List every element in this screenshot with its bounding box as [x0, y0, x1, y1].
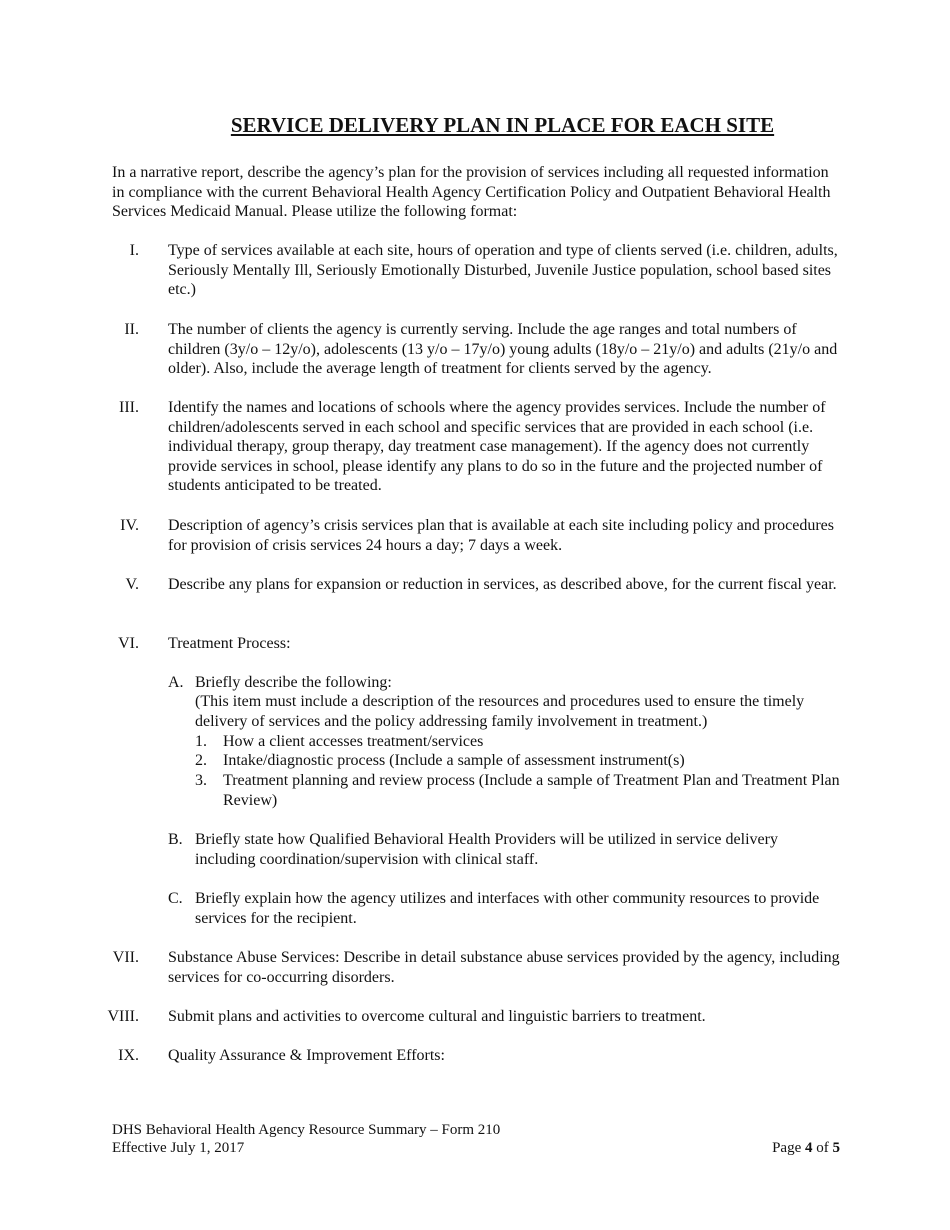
- numbered-item-number: 2.: [195, 752, 207, 769]
- item-number: VIII.: [107, 1008, 139, 1025]
- page-prefix: Page: [772, 1140, 805, 1156]
- page-current: 4: [805, 1140, 813, 1156]
- numbered-item-number: 1.: [195, 733, 207, 750]
- footer-effective-date: Effective July 1, 2017: [112, 1140, 245, 1156]
- numbered-item-text: Intake/diagnostic process (Include a sample of assessment instrument(s): [223, 752, 685, 769]
- item-text: The number of clients the agency is currently serving. Include the age ranges and total numbers of children (3y/o – 12y/o), adolescents (13 y/o – 17y/o) young adults (18y/o – 21y/o) and adults (21y/o and older). Also, include the average length of treatment for clients served by the agency.: [168, 321, 838, 378]
- sub-item-text: Briefly describe the following:: [195, 674, 392, 691]
- item-number: VI.: [118, 635, 139, 652]
- numbered-item-text: How a client accesses treatment/services: [223, 733, 484, 750]
- item-number: III.: [119, 399, 139, 416]
- footer-form-name: DHS Behavioral Health Agency Resource Summary – Form 210: [112, 1122, 501, 1138]
- item-text: Describe any plans for expansion or reduction in services, as described above, for the current fiscal year.: [168, 576, 837, 593]
- item-number: VII.: [112, 949, 139, 966]
- numbered-item-number: 3.: [195, 772, 207, 789]
- sub-item-note: (This item must include a description of the resources and procedures used to ensure the timely delivery of services and the policy addressing family involvement in treatment.): [195, 693, 805, 730]
- intro-paragraph: In a narrative report, describe the agency’s plan for the provision of services including all requested information in compliance with the current Behavioral Health Agency Certification Policy and Outpatient Behavioral Health Services Medicaid Manual. Please utilize the following format:: [112, 164, 831, 221]
- item-number: IV.: [120, 517, 139, 534]
- item-text: Quality Assurance & Improvement Efforts:: [168, 1047, 445, 1064]
- item-number: V.: [125, 576, 139, 593]
- page-title: SERVICE DELIVERY PLAN IN PLACE FOR EACH SITE: [230, 113, 775, 137]
- sub-item-letter: C.: [168, 890, 183, 907]
- page-total: 5: [832, 1140, 840, 1156]
- item-number: I.: [129, 242, 139, 259]
- page-number: [772, 1139, 840, 1157]
- numbered-item-text: Treatment planning and review process (Include a sample of Treatment Plan and Treatment Plan Review): [223, 772, 840, 809]
- sub-item-letter: A.: [168, 674, 184, 691]
- page-mid: of: [812, 1140, 833, 1156]
- sub-item-letter: B.: [168, 831, 183, 848]
- footer-left: [112, 1121, 500, 1157]
- sub-item-text: Briefly state how Qualified Behavioral Health Providers will be utilized in service delivery including coordination/supervision with clinical staff.: [195, 831, 778, 868]
- item-text: Submit plans and activities to overcome cultural and linguistic barriers to treatment.: [168, 1008, 706, 1025]
- item-number: IX.: [118, 1047, 139, 1064]
- item-number: II.: [124, 321, 139, 338]
- item-text: Identify the names and locations of schools where the agency provides services. Include the number of children/adolescents served in each school and specific services that are provided in each school (i.e. individual therapy, group therapy, day treatment case management). If the agency does not currently provide services in school, please identify any plans to do so in the future and the projected number of students anticipated to be treated.: [168, 399, 826, 495]
- item-text: Substance Abuse Services: Describe in detail substance abuse services provided by the agency, including services for co-occurring disorders.: [168, 949, 840, 986]
- item-text: Description of agency’s crisis services plan that is available at each site including policy and procedures for provision of crisis services 24 hours a day; 7 days a week.: [168, 517, 834, 554]
- item-text: Treatment Process:: [168, 635, 291, 652]
- sub-item-text: Briefly explain how the agency utilizes and interfaces with other community resources to provide services for the recipient.: [195, 890, 820, 927]
- item-text: Type of services available at each site, hours of operation and type of clients served (i.e. children, adults, Seriously Mentally Ill, Seriously Emotionally Disturbed, Juvenile Justice population, school based sites etc.): [168, 242, 838, 299]
